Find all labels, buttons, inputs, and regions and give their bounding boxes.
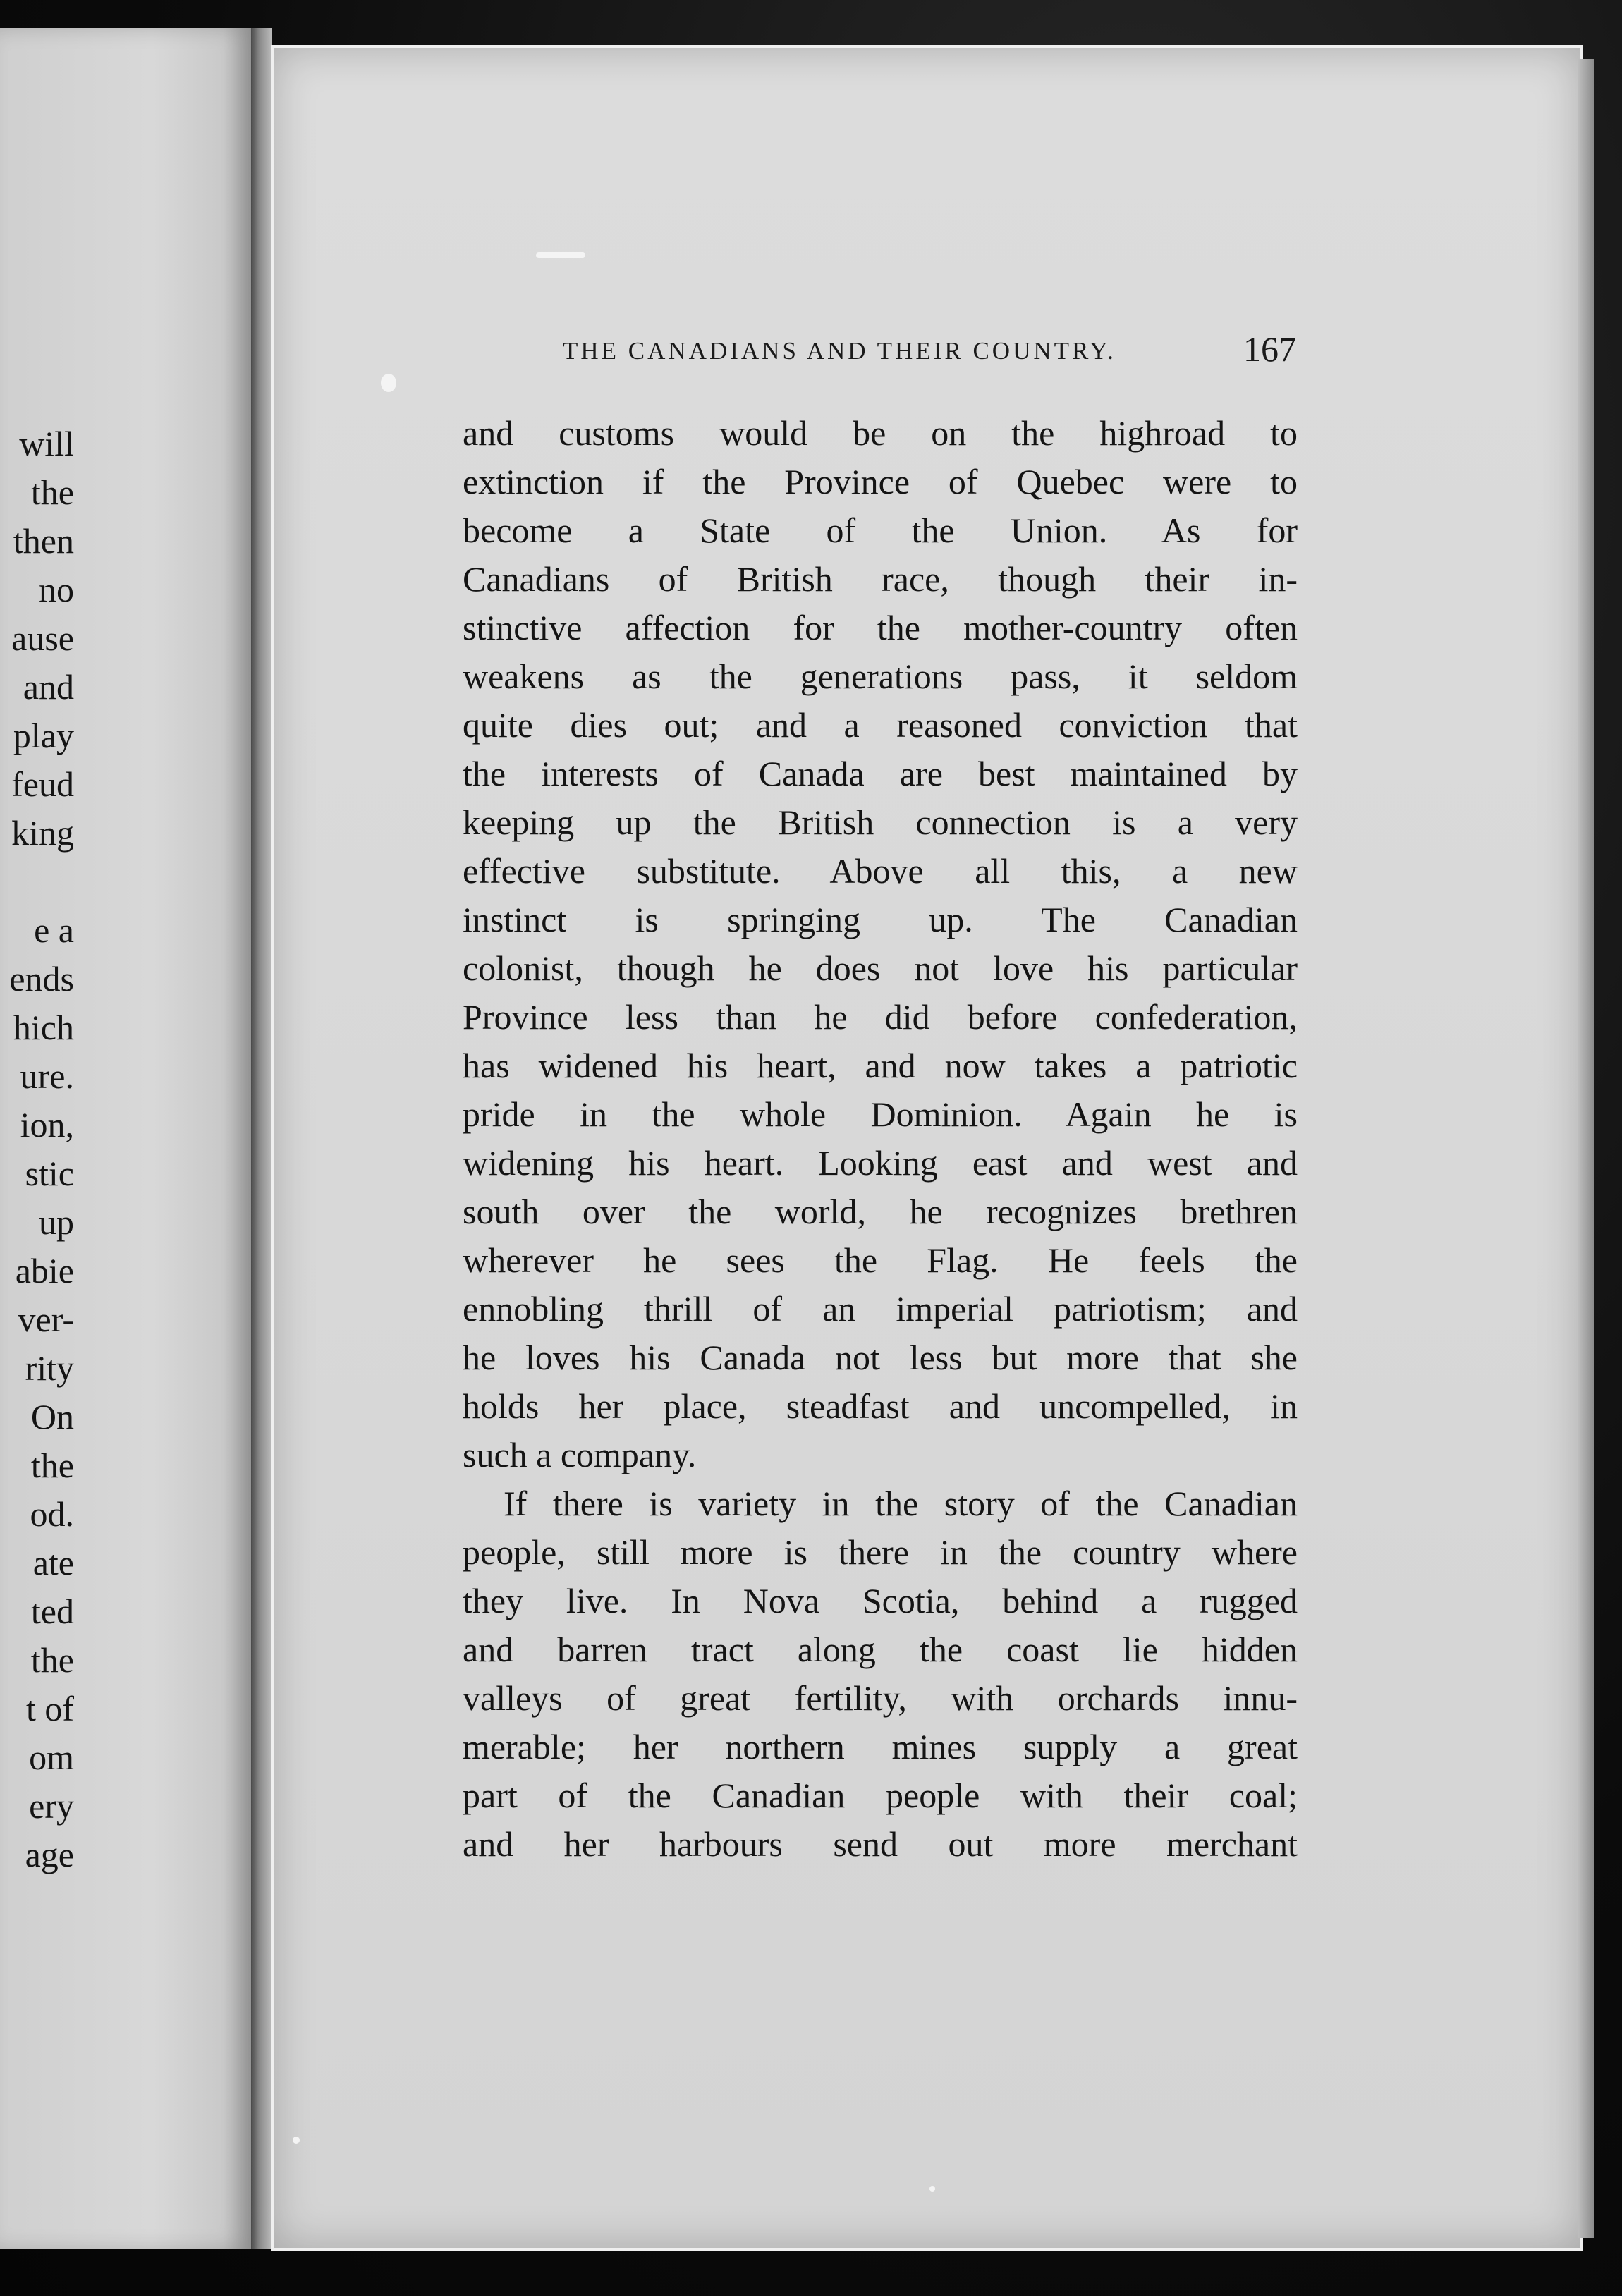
left-line: play bbox=[13, 716, 74, 755]
text-line: become a State of the Union. As for bbox=[463, 511, 1298, 550]
text-line: If there is variety in the story of the Canadian bbox=[504, 1484, 1298, 1523]
text-line: pride in the whole Dominion. Again he is bbox=[463, 1094, 1298, 1134]
left-page-text bbox=[0, 420, 74, 1879]
left-line: ure. bbox=[20, 1056, 74, 1096]
text-line: they live. In Nova Scotia, behind a rugged bbox=[463, 1581, 1298, 1620]
text-line: south over the world, he recognizes brethren bbox=[463, 1192, 1298, 1231]
left-line: will bbox=[19, 424, 74, 463]
left-line: od. bbox=[30, 1494, 74, 1534]
left-line: rity bbox=[25, 1348, 74, 1388]
left-line: up bbox=[39, 1202, 74, 1242]
left-line: feud bbox=[11, 764, 74, 804]
text-line: the interests of Canada are best maintained by bbox=[463, 754, 1298, 793]
left-line: ion, bbox=[20, 1105, 74, 1144]
page-number: 167 bbox=[1243, 329, 1296, 369]
scan-speck bbox=[536, 252, 585, 258]
text-line: people, still more is there in the country where bbox=[463, 1532, 1298, 1572]
text-line: effective substitute. Above all this, a new bbox=[463, 851, 1298, 891]
running-head: THE CANADIANS AND THEIR COUNTRY. bbox=[563, 337, 1116, 365]
left-line: abie bbox=[15, 1251, 74, 1290]
text-line: Canadians of British race, though their in- bbox=[463, 559, 1298, 599]
page-header bbox=[563, 331, 1296, 374]
text-line: part of the Canadian people with their coal; bbox=[463, 1776, 1298, 1815]
left-line: ted bbox=[30, 1592, 74, 1631]
text-line: Province less than he did before confederation, bbox=[463, 997, 1298, 1037]
left-line: then bbox=[13, 521, 74, 561]
text-line: such a company. bbox=[463, 1435, 697, 1474]
left-line: king bbox=[11, 813, 74, 853]
book-gutter bbox=[251, 28, 272, 2249]
text-line: weakens as the generations pass, it seldom bbox=[463, 657, 1298, 696]
text-line: colonist, though he does not love his particular bbox=[463, 948, 1298, 988]
left-line: On bbox=[30, 1397, 74, 1436]
text-line: instinct is springing up. The Canadian bbox=[463, 900, 1298, 939]
text-line: keeping up the British connection is a very bbox=[463, 802, 1298, 842]
text-line: and customs would be on the highroad to bbox=[463, 413, 1298, 453]
left-line: and bbox=[23, 667, 74, 707]
text-line: and her harbours send out more merchant bbox=[463, 1824, 1298, 1864]
paragraph-2 bbox=[463, 1479, 1298, 1869]
left-line bbox=[0, 857, 74, 906]
text-line: stinctive affection for the mother-country often bbox=[463, 608, 1298, 647]
text-line: widening his heart. Looking east and west and bbox=[463, 1143, 1298, 1183]
text-line: merable; her northern mines supply a great bbox=[463, 1727, 1298, 1766]
page-edge bbox=[1578, 59, 1594, 2238]
scan-speck bbox=[293, 2137, 300, 2144]
left-line: e a bbox=[34, 910, 74, 950]
left-line: ver- bbox=[18, 1300, 74, 1339]
text-line: valleys of great fertility, with orchards innu- bbox=[463, 1678, 1298, 1718]
text-line: has widened his heart, and now takes a patriotic bbox=[463, 1046, 1298, 1085]
text-line: holds her place, steadfast and uncompelled, in bbox=[463, 1386, 1298, 1426]
left-line: om bbox=[29, 1738, 74, 1777]
left-page-fragment bbox=[0, 28, 258, 2249]
left-line: ause bbox=[11, 618, 74, 658]
left-line: the bbox=[30, 472, 74, 512]
left-line: hich bbox=[13, 1008, 74, 1047]
left-line: no bbox=[39, 570, 74, 609]
body-text bbox=[463, 409, 1298, 1869]
left-line: stic bbox=[25, 1154, 74, 1193]
left-line: the bbox=[30, 1446, 74, 1485]
text-line: and barren tract along the coast lie hidden bbox=[463, 1630, 1298, 1669]
text-line: wherever he sees the Flag. He feels the bbox=[463, 1240, 1298, 1280]
left-line: the bbox=[30, 1640, 74, 1680]
text-line: quite dies out; and a reasoned conviction that bbox=[463, 705, 1298, 745]
text-line: ennobling thrill of an imperial patriotism; and bbox=[463, 1289, 1298, 1329]
text-line: he loves his Canada not less but more that she bbox=[463, 1338, 1298, 1377]
left-line: ate bbox=[32, 1543, 74, 1582]
text-line: extinction if the Province of Quebec were to bbox=[463, 462, 1298, 501]
scan-speck bbox=[381, 374, 396, 392]
left-line: t of bbox=[25, 1689, 74, 1728]
left-line: ery bbox=[29, 1786, 74, 1826]
scan-speck bbox=[929, 2186, 935, 2192]
left-line: age bbox=[25, 1835, 74, 1874]
left-line: ends bbox=[9, 959, 74, 999]
paragraph-1 bbox=[463, 409, 1298, 1479]
